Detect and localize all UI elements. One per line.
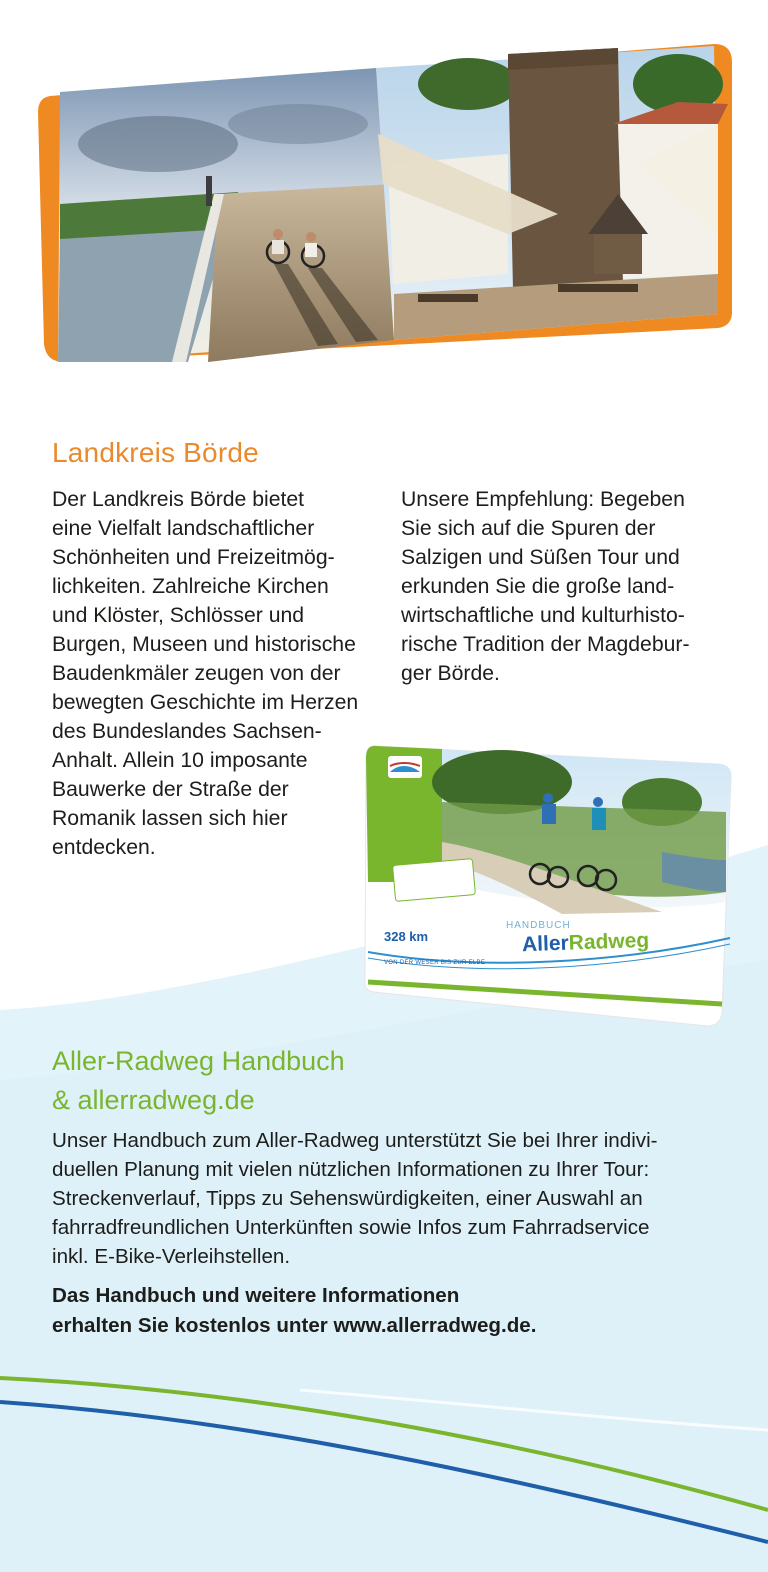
- handbook-cover-image: [362, 742, 732, 1030]
- aller-title-line1: Aller-Radweg Handbuch: [52, 1046, 345, 1076]
- aller-title: [52, 1042, 345, 1120]
- handbook-km: 328 km: [384, 929, 429, 944]
- handbook-title-radweg: Radweg: [568, 928, 650, 955]
- landkreis-text-right: Unsere Empfehlung: Begeben Sie sich auf die Spuren der Salzigen und Süßen Tour und erkunden Sie die große land- wirtschaftliche und kulturhisto- rische Tradition der Magdebur- ger Börde.: [401, 488, 690, 685]
- courtyard-with-tower-and-sail-shade-image: [376, 46, 728, 340]
- landkreis-text-left: Der Landkreis Börde bietet eine Vielfalt landschaftlicher Schönheiten und Freizeitmög- lichkeiten. Zahlreiche Kirchen und Klöster, Schlösser und Burgen, Museen und historische Baudenkmäler zeugen von der bewegten Geschichte im Herzen des Bundeslandes Sachsen- Anhalt. Allein 10 imposante Bauwerke der Straße der Romanik lassen sich hier entdecken.: [52, 488, 359, 859]
- aller-title-line2: & allerradweg.de: [52, 1085, 255, 1115]
- decorative-stripes: [0, 1350, 768, 1572]
- two-cyclists-on-bridge-image: [58, 68, 394, 362]
- aller-bold-note: Das Handbuch und weitere Informationen erhalten Sie kostenlos unter www.allerradweg.de.: [52, 1284, 537, 1337]
- handbook-subtitle: VON DER WESER BIS ZUR ELBE: [384, 960, 486, 966]
- aller-body: Unser Handbuch zum Aller-Radweg unterstützt Sie bei Ihrer indivi- duellen Planung mit vielen nützlichen Informationen zu Ihrer Tour: Streckenverlauf, Tipps zu Sehenswürdigkeiten, einer Auswahl an fahrradfreundlichen Unterkünften sowie Infos zum Fahrradservice inkl. E-Bike-Verleihstellen.: [52, 1129, 658, 1268]
- landkreis-title: Landkreis Börde: [52, 437, 259, 468]
- handbook-label: HANDBUCH: [506, 920, 571, 931]
- handbook-title: [522, 929, 650, 957]
- handbook-title-aller: Aller: [521, 931, 570, 957]
- photo-strip: [38, 44, 732, 362]
